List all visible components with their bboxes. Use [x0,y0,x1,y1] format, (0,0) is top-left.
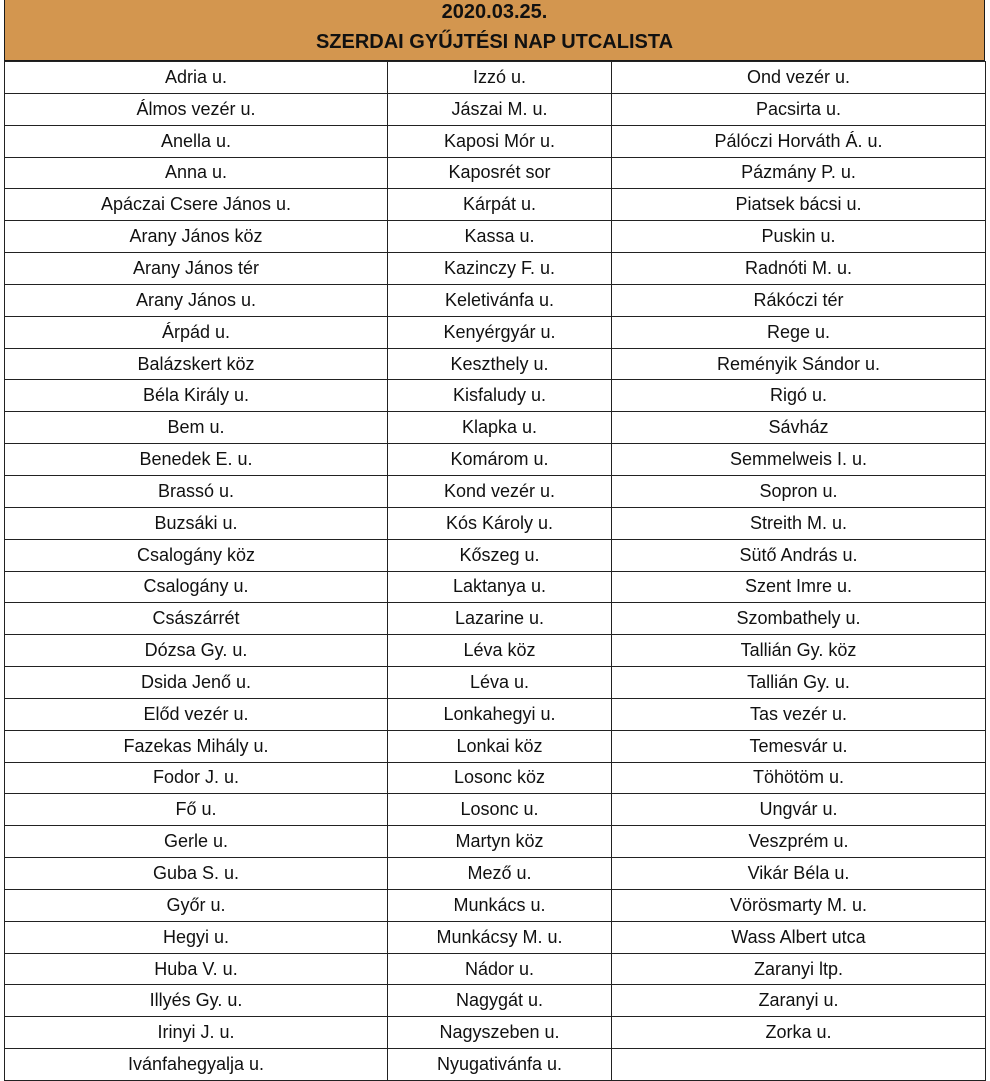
street-name-cell [612,1049,986,1081]
street-name-cell: Rákóczi tér [612,284,986,316]
table-row [5,603,986,635]
street-name-cell: Nagyszeben u. [388,1017,612,1049]
street-name-cell: Fodor J. u. [5,762,388,794]
street-name-cell: Tallián Gy. u. [612,667,986,699]
street-name-cell: Kazinczy F. u. [388,253,612,285]
street-name-cell: Ond vezér u. [612,62,986,94]
street-name-cell: Lazarine u. [388,603,612,635]
list-header [4,0,985,61]
street-name-cell: Léva köz [388,635,612,667]
street-name-cell: Munkács u. [388,889,612,921]
street-name-cell: Zaranyi ltp. [612,953,986,985]
street-name-cell: Rigó u. [612,380,986,412]
table-row [5,667,986,699]
street-name-cell: Sütő András u. [612,539,986,571]
table-row [5,412,986,444]
table-row [5,635,986,667]
street-name-cell: Martyn köz [388,826,612,858]
table-row [5,316,986,348]
street-table [4,61,986,1081]
street-name-cell: Lonkahegyi u. [388,698,612,730]
street-name-cell: Ungvár u. [612,794,986,826]
street-name-cell: Buzsáki u. [5,507,388,539]
street-name-cell: Zorka u. [612,1017,986,1049]
street-name-cell: Vikár Béla u. [612,858,986,890]
street-name-cell: Vörösmarty M. u. [612,889,986,921]
street-name-cell: Kassa u. [388,221,612,253]
street-name-cell: Balázskert köz [5,348,388,380]
street-list-document [4,0,985,1081]
table-row [5,348,986,380]
street-name-cell: Kárpát u. [388,189,612,221]
table-row [5,698,986,730]
street-name-cell: Császárrét [5,603,388,635]
table-row [5,475,986,507]
street-name-cell: Izzó u. [388,62,612,94]
street-name-cell: Sopron u. [612,475,986,507]
street-name-cell: Reményik Sándor u. [612,348,986,380]
street-name-cell: Dsida Jenő u. [5,667,388,699]
street-name-cell: Jászai M. u. [388,93,612,125]
street-name-cell: Losonc köz [388,762,612,794]
street-name-cell: Pázmány P. u. [612,157,986,189]
street-name-cell: Guba S. u. [5,858,388,890]
table-row [5,380,986,412]
street-name-cell: Kaposi Mór u. [388,125,612,157]
street-name-cell: Streith M. u. [612,507,986,539]
table-row [5,826,986,858]
street-name-cell: Győr u. [5,889,388,921]
street-name-cell: Tallián Gy. köz [612,635,986,667]
street-name-cell: Benedek E. u. [5,444,388,476]
table-row [5,189,986,221]
street-name-cell: Tas vezér u. [612,698,986,730]
street-name-cell: Piatsek bácsi u. [612,189,986,221]
street-name-cell: Klapka u. [388,412,612,444]
table-row [5,539,986,571]
street-name-cell: Laktanya u. [388,571,612,603]
street-name-cell: Anella u. [5,125,388,157]
street-name-cell: Dózsa Gy. u. [5,635,388,667]
table-row [5,1049,986,1081]
street-name-cell: Árpád u. [5,316,388,348]
street-name-cell: Keletivánfa u. [388,284,612,316]
street-name-cell: Előd vezér u. [5,698,388,730]
street-name-cell: Rege u. [612,316,986,348]
table-row [5,62,986,94]
street-name-cell: Töhötöm u. [612,762,986,794]
street-name-cell: Keszthely u. [388,348,612,380]
street-name-cell: Hegyi u. [5,921,388,953]
table-row [5,507,986,539]
street-name-cell: Wass Albert utca [612,921,986,953]
table-row [5,221,986,253]
street-name-cell: Adria u. [5,62,388,94]
collection-date: 2020.03.25. [441,1,548,23]
table-row [5,1017,986,1049]
street-name-cell: Kisfaludy u. [388,380,612,412]
street-name-cell: Pálóczi Horváth Á. u. [612,125,986,157]
table-row [5,157,986,189]
list-title: SZERDAI GYŰJTÉSI NAP UTCALISTA [315,31,674,53]
street-name-cell: Arany János tér [5,253,388,285]
street-name-cell: Komárom u. [388,444,612,476]
street-name-cell: Kaposrét sor [388,157,612,189]
street-name-cell: Béla Király u. [5,380,388,412]
street-name-cell: Huba V. u. [5,953,388,985]
street-name-cell: Arany János köz [5,221,388,253]
street-name-cell: Pacsirta u. [612,93,986,125]
street-name-cell: Semmelweis I. u. [612,444,986,476]
street-name-cell: Csalogány köz [5,539,388,571]
street-name-cell: Gerle u. [5,826,388,858]
street-name-cell: Kenyérgyár u. [388,316,612,348]
street-name-cell: Kond vezér u. [388,475,612,507]
street-name-cell: Nyugativánfa u. [388,1049,612,1081]
table-row [5,444,986,476]
street-name-cell: Fazekas Mihály u. [5,730,388,762]
street-name-cell: Losonc u. [388,794,612,826]
street-name-cell: Radnóti M. u. [612,253,986,285]
street-name-cell: Zaranyi u. [612,985,986,1017]
table-row [5,953,986,985]
street-name-cell: Ivánfahegyalja u. [5,1049,388,1081]
table-row [5,794,986,826]
street-name-cell: Brassó u. [5,475,388,507]
table-row [5,858,986,890]
street-name-cell: Nagygát u. [388,985,612,1017]
street-name-cell: Apáczai Csere János u. [5,189,388,221]
street-name-cell: Veszprém u. [612,826,986,858]
street-name-cell: Szombathely u. [612,603,986,635]
street-table-body [5,62,986,1081]
street-name-cell: Temesvár u. [612,730,986,762]
street-name-cell: Kós Károly u. [388,507,612,539]
street-name-cell: Álmos vezér u. [5,93,388,125]
street-name-cell: Szent Imre u. [612,571,986,603]
street-name-cell: Anna u. [5,157,388,189]
table-row [5,93,986,125]
table-row [5,253,986,285]
street-name-cell: Irinyi J. u. [5,1017,388,1049]
street-name-cell: Arany János u. [5,284,388,316]
street-name-cell: Csalogány u. [5,571,388,603]
street-name-cell: Kőszeg u. [388,539,612,571]
street-name-cell: Mező u. [388,858,612,890]
table-row [5,762,986,794]
table-row [5,985,986,1017]
table-row [5,571,986,603]
street-name-cell: Puskin u. [612,221,986,253]
table-row [5,730,986,762]
street-name-cell: Munkácsy M. u. [388,921,612,953]
street-name-cell: Lonkai köz [388,730,612,762]
table-row [5,125,986,157]
table-row [5,921,986,953]
street-name-cell: Bem u. [5,412,388,444]
table-row [5,889,986,921]
street-name-cell: Fő u. [5,794,388,826]
table-row [5,284,986,316]
street-name-cell: Nádor u. [388,953,612,985]
street-name-cell: Sávház [612,412,986,444]
street-name-cell: Illyés Gy. u. [5,985,388,1017]
street-name-cell: Léva u. [388,667,612,699]
